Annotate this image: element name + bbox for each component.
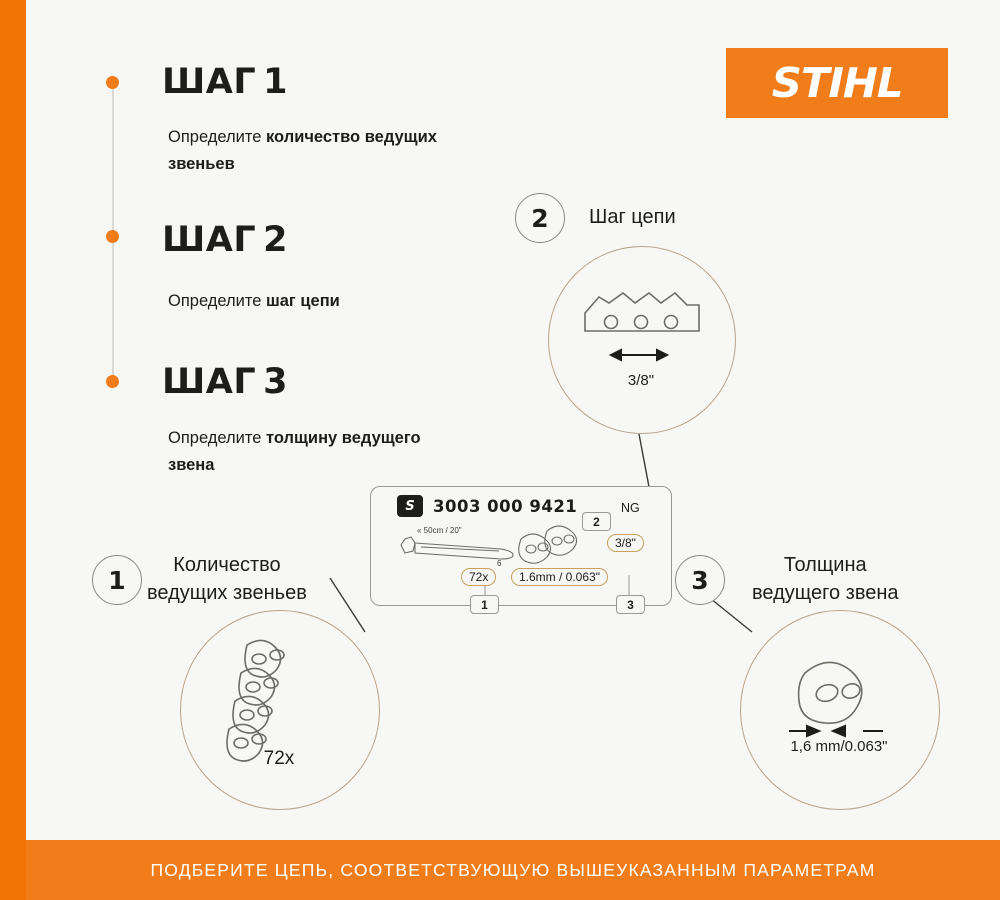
callout-label-3-line2: ведущего звена: [752, 582, 899, 604]
callout-label-1-line1: Количество: [173, 554, 281, 576]
gauge-illustration: [741, 611, 939, 809]
callout-label-3-line1: Толщина: [783, 554, 867, 576]
detail-caption-pitch: 3/8": [627, 372, 655, 389]
stihl-mark-icon: S: [397, 495, 423, 517]
stihl-logo-text: STIHL: [771, 59, 903, 107]
detail-caption-links: 72x: [263, 748, 295, 769]
step-1-number: 1: [263, 62, 288, 102]
plate-marker-1: 1: [470, 595, 499, 614]
step-1-desc-bold: количество ведущих звеньев: [168, 128, 437, 173]
plate-bar-length: « 50cm / 20": [417, 526, 462, 535]
plate-marker-2: 2: [582, 512, 611, 531]
step-2-title-word: ШАГ: [162, 220, 257, 260]
step-2-number: 2: [263, 220, 288, 260]
step-2-desc-prefix: Определите: [168, 292, 266, 310]
step-2-desc-bold: шаг цепи: [266, 292, 340, 310]
plate-tiny-number: 6: [497, 559, 502, 568]
detail-caption-gauge: 1,6 mm/0.063": [790, 738, 888, 755]
detail-circle-pitch: [548, 246, 736, 434]
callout-badge-2: 2: [515, 193, 565, 243]
callout-label-1-line2: ведущих звеньев: [147, 582, 307, 604]
plate-pill-links: 72x: [461, 568, 496, 586]
plate-marker-3: 3: [616, 595, 645, 614]
step-3-desc-bold: толщину ведущего звена: [168, 429, 421, 474]
drive-links-illustration: [181, 611, 379, 809]
plate-part-number: 3003 000 9421: [433, 497, 578, 516]
chainsaw-label-plate: [370, 486, 672, 606]
plate-pill-pitch: 3/8": [607, 534, 644, 552]
callout-badge-1: 1: [92, 555, 142, 605]
step-3-desc-prefix: Определите: [168, 429, 266, 447]
detail-circle-gauge: [740, 610, 940, 810]
step-3-number: 3: [263, 362, 288, 402]
plate-pill-gauge: 1.6mm / 0.063": [511, 568, 608, 586]
callout-badge-3: 3: [675, 555, 725, 605]
chain-pitch-illustration: [549, 247, 735, 433]
plate-ng-code: NG: [621, 501, 640, 515]
callout-label-2-line1: Шаг цепи: [589, 206, 676, 228]
detail-circle-links: [180, 610, 380, 810]
footer-banner-text: ПОДБЕРИТЕ ЦЕПЬ, СООТВЕТСТВУЮЩУЮ ВЫШЕУКАЗАННЫМ ПАРАМЕТРАМ: [150, 859, 876, 880]
step-1-desc-prefix: Определите: [168, 128, 266, 146]
step-3-title-word: ШАГ: [162, 362, 257, 402]
step-1-title-word: ШАГ: [162, 62, 257, 102]
